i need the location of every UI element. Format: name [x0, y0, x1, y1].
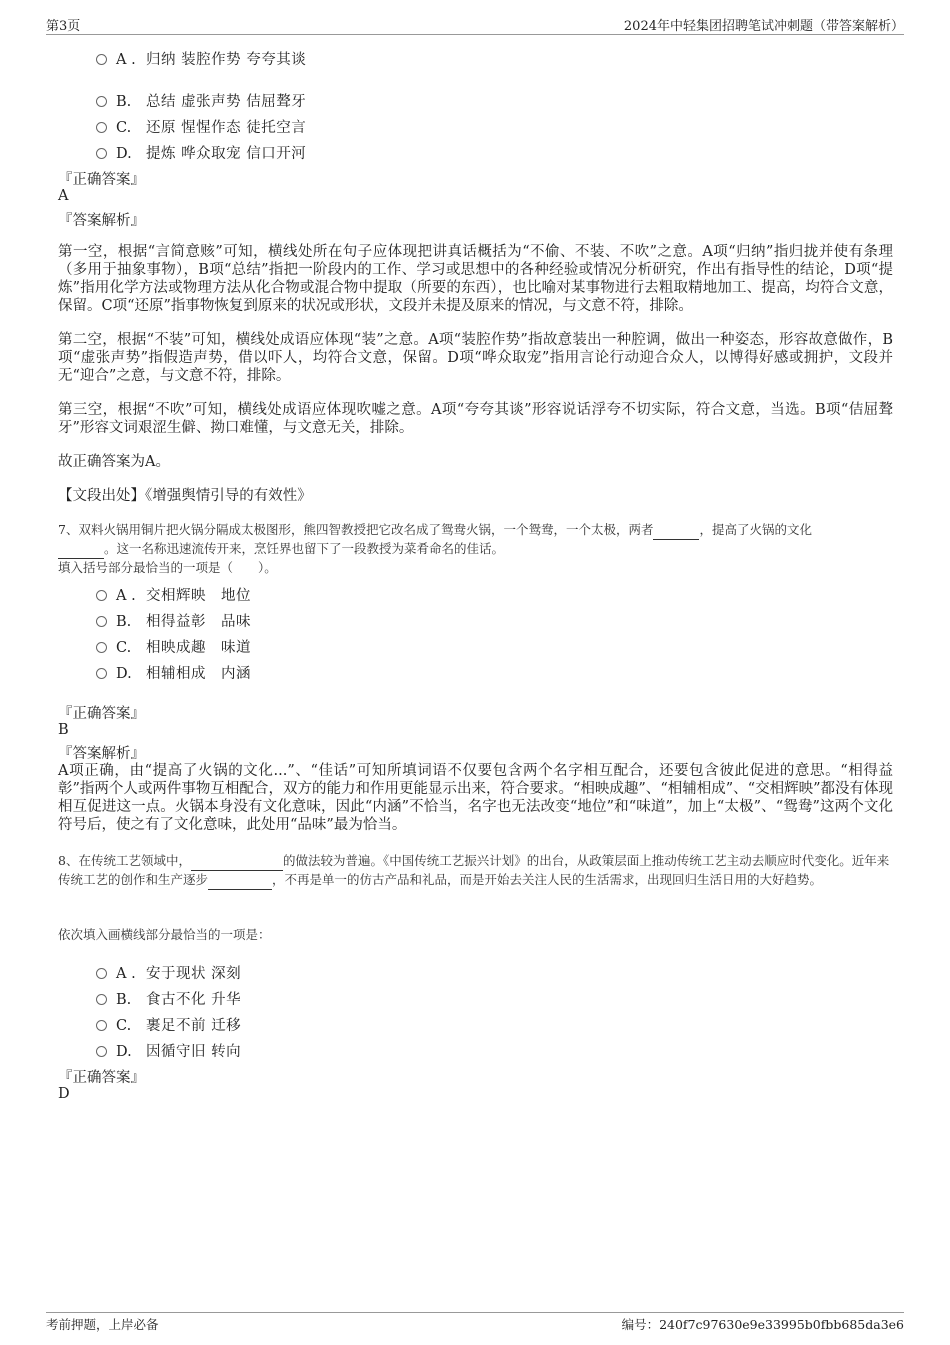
document-id: 编号：240f7c97630e9e33995b0fbb685da3e6 — [621, 1317, 904, 1332]
radio-icon[interactable] — [96, 148, 107, 159]
blank-line — [653, 521, 699, 540]
page-footer — [46, 1312, 904, 1332]
q7-analysis-label: 『答案解析』 — [58, 746, 145, 762]
radio-icon[interactable] — [96, 642, 107, 653]
q8-stem: 8、在传统工艺领域中， 的做法较为普遍。《中国传统工艺振兴计划》的出台，从政策层面上推动传统工艺主动去顺应时代变化。近年来传统工艺的创作和生产逐步 ，不再是单一的仿古产品和礼品，而是开始去关注人民的生活需求，出现回归生活日用的大好趋势。 — [58, 852, 893, 890]
q8-option-d[interactable]: D. 因循守旧 转向 — [96, 1040, 241, 1061]
q6-analysis-p4: 故正确答案为A。 — [58, 454, 170, 470]
q6-analysis-p1: 第一空，根据“言简意赅”可知，横线处所在句子应体现把讲真话概括为“不偷、不装、不吹”之意。A项“归纳”指归拢并使有条理（多用于抽象事物），B项“总结”指把一阶段内的工作、学习或思想中的各种经验或情况分析研究，作出有指导性的结论，D项“提炼”指用化学方法或物理方法从化合物或混合物中提取（所要的东西），也比喻对某事物进行去粗取精地加工、提高，均符合文意，保留。C项“还原”指事物恢复到原来的状况或形状，文段并未提及原来的情况，与文意不符，排除。 — [58, 244, 893, 314]
document-title: 2024年中轻集团招聘笔试冲刺题（带答案解析） — [623, 19, 904, 34]
q6-source: 【文段出处】《增强舆情引导的有效性》 — [58, 488, 312, 504]
blank-line — [208, 871, 272, 890]
q7-option-a[interactable]: A . 交相辉映 地位 — [96, 584, 251, 605]
q7-stem: 7、双料火锅用铜片把火锅分隔成太极图形，熊四智教授把它改名成了鸳鸯火锅，一个鸳鸯，一个太极，两者 ，提高了火锅的文化 。这一名称迅速流传开来，烹饪界也留下了一段教授为菜肴命名的佳话。 填入括号部分最恰当的一项是（ ）。 — [58, 522, 812, 575]
q8-option-a[interactable]: A . 安于现状 深刻 — [96, 962, 241, 983]
q8-option-b[interactable]: B. 食古不化 升华 — [96, 988, 241, 1009]
q6-answer-label: 『正确答案』 — [58, 172, 145, 188]
blank-line — [191, 852, 283, 871]
q7-option-c[interactable]: C. 相映成趣 味道 — [96, 636, 251, 657]
q7-option-b[interactable]: B. 相得益彰 品味 — [96, 610, 251, 631]
q6-analysis-p2: 第二空，根据“不装”可知，横线处成语应体现“装”之意。A项“装腔作势”指故意装出一种腔调，做出一种姿态，形容故意做作，B项“虚张声势”指假造声势，借以吓人，均符合文意，保留。D项“哗众取宠”指用言论行动迎合众人，以博得好感或拥护，文段并无“迎合”之意，与文意不符，排除。 — [58, 332, 893, 384]
radio-icon[interactable] — [96, 668, 107, 679]
radio-icon[interactable] — [96, 122, 107, 133]
q8-option-c[interactable]: C. 裹足不前 迁移 — [96, 1014, 241, 1035]
q6-analysis-label: 『答案解析』 — [58, 213, 145, 229]
radio-icon[interactable] — [96, 1020, 107, 1031]
radio-icon[interactable] — [96, 96, 107, 107]
radio-icon[interactable] — [96, 616, 107, 627]
q6-option-c[interactable]: C. 还原 惺惺作态 徒托空言 — [96, 116, 306, 137]
q8-prompt: 依次填入画横线部分最恰当的一项是： — [58, 927, 271, 942]
radio-icon[interactable] — [96, 994, 107, 1005]
q6-option-a[interactable]: A . 归纳 装腔作势 夸夸其谈 — [96, 48, 306, 69]
q6-option-b[interactable]: B. 总结 虚张声势 佶屈聱牙 — [96, 90, 306, 111]
q6-option-d[interactable]: D. 提炼 哗众取宠 信口开河 — [96, 142, 306, 163]
page-header — [46, 12, 904, 35]
q8-answer-label: 『正确答案』 — [58, 1070, 145, 1086]
q7-answer: B — [58, 722, 69, 738]
q7-option-d[interactable]: D. 相辅相成 内涵 — [96, 662, 251, 683]
q8-answer: D — [58, 1086, 70, 1102]
radio-icon[interactable] — [96, 968, 107, 979]
q6-analysis-p3: 第三空，根据“不吹”可知，横线处成语应体现吹嘘之意。A项“夸夸其谈”形容说话浮夸不切实际，符合文意，当选。B项“佶屈聱牙”形容文词艰涩生僻、拗口难懂，与文意无关，排除。 — [58, 402, 893, 436]
radio-icon[interactable] — [96, 590, 107, 601]
q6-answer: A — [58, 188, 69, 204]
q7-analysis: A项正确，由“提高了火锅的文化...”、“佳话”可知所填词语不仅要包含两个名字相互配合，还要包含彼此促进的意思。“相得益彰”指两个人或两件事物互相配合，双方的能力和作用更能显示出来，符合要求。“相映成趣”、“相辅相成”、“交相辉映”都没有体现相互促进这一点。火锅本身没有文化意味，因此“内涵”不恰当，名字也无法改变“地位”和“味道”，加上“太极”、“鸳鸯”这两个文化符号后，使之有了文化意味，此处用“品味”最为恰当。 — [58, 763, 893, 833]
blank-line — [58, 540, 104, 559]
radio-icon[interactable] — [96, 54, 107, 65]
q7-answer-label: 『正确答案』 — [58, 706, 145, 722]
page-number: 第3页 — [46, 19, 81, 34]
radio-icon[interactable] — [96, 1046, 107, 1057]
footer-slogan: 考前押题，上岸必备 — [46, 1317, 159, 1332]
